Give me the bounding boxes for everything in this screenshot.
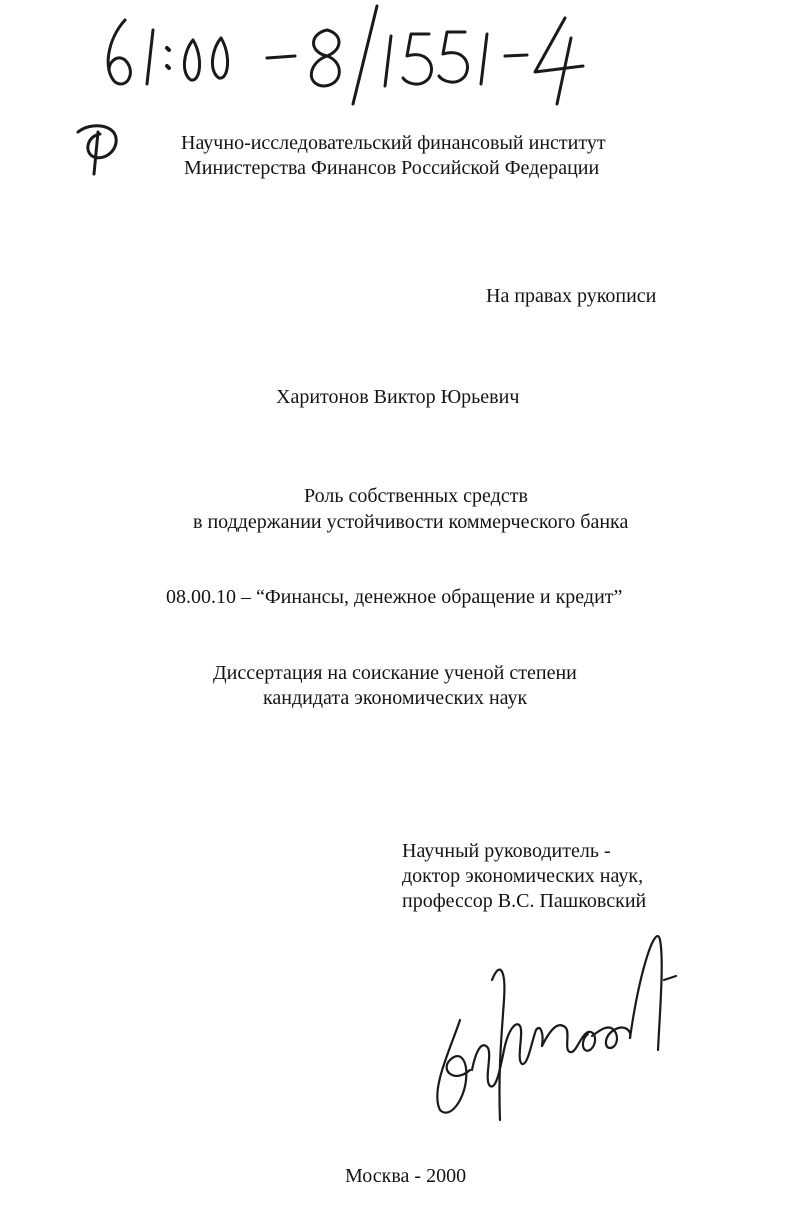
supervisor-line1: Научный руководитель -	[402, 840, 611, 862]
specialty-code: 08.00.10 – “Финансы, денежное обращение и кредит”	[166, 586, 623, 608]
supervisor-line3: профессор В.С. Пашковский	[402, 890, 647, 912]
handwritten-initial-mark	[70, 118, 130, 178]
degree-line2: кандидата экономических наук	[263, 687, 528, 709]
degree-line1: Диссертация на соискание ученой степени	[213, 662, 577, 684]
institute-name-line2: Министерства Финансов Российской Федерации	[184, 157, 600, 179]
archive-mark	[95, 0, 615, 110]
author-signature	[420, 920, 700, 1130]
institute-name-line1: Научно-исследовательский финансовый институт	[181, 132, 606, 154]
dissertation-title-line1: Роль собственных средств	[304, 485, 528, 507]
manuscript-rights-label: На правах рукописи	[486, 285, 657, 307]
supervisor-line2: доктор экономических наук,	[402, 865, 644, 887]
dissertation-title-line2: в поддержании устойчивости коммерческого банка	[193, 511, 629, 533]
city-and-year: Москва - 2000	[345, 1165, 467, 1187]
author-name: Харитонов Виктор Юрьевич	[276, 386, 520, 408]
